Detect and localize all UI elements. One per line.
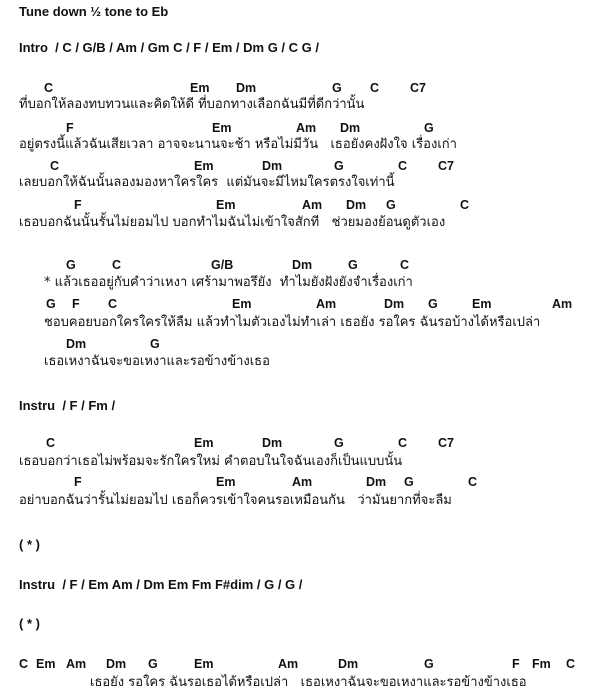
chord: C7 bbox=[438, 436, 454, 450]
lyric-line: อยู่ตรงนี้แล้วฉันเสียเวลา อาจจะนานจะช้า หรือไม่มีวัน เธอยังคงฝังใจ เรื่องเก่า bbox=[19, 137, 457, 152]
chord: F bbox=[512, 657, 520, 671]
chord: G bbox=[348, 258, 358, 272]
chord: Am bbox=[316, 297, 337, 311]
chord: C bbox=[398, 436, 408, 450]
chord: C bbox=[566, 657, 576, 671]
chord: Em bbox=[194, 657, 214, 671]
instru-line: Instru / F / Em Am / Dm Em Fm F#dim / G / G / bbox=[19, 577, 303, 592]
chord: C bbox=[370, 81, 380, 95]
chord: Dm bbox=[262, 159, 283, 173]
chord: G bbox=[46, 297, 56, 311]
chord: G bbox=[404, 475, 414, 489]
chord: Am bbox=[302, 198, 323, 212]
chord: Am bbox=[66, 657, 87, 671]
chord: C7 bbox=[410, 81, 426, 95]
repeat-marker: ( * ) bbox=[19, 537, 40, 552]
lyric-line: เธอบอกว่าเธอไม่พร้อมจะรักใครใหม่ คำตอบในใจฉันเองก็เป็นแบบนั้น bbox=[19, 454, 403, 469]
chord: Dm bbox=[366, 475, 387, 489]
chord: Em bbox=[216, 198, 236, 212]
chord: G/B bbox=[211, 258, 234, 272]
chord: C bbox=[19, 657, 29, 671]
chord: Dm bbox=[340, 121, 361, 135]
lyric-line: เธอยัง รอใคร ฉันรอเธอได้หรือเปล่า เธอเหงาฉันจะขอเหงาและรอข้างข้างเธอ bbox=[90, 675, 527, 690]
chord: Dm bbox=[292, 258, 313, 272]
lyric-line: เธอเหงาฉันจะขอเหงาและรอข้างข้างเธอ bbox=[44, 354, 270, 369]
chord: G bbox=[66, 258, 76, 272]
chord: Dm bbox=[346, 198, 367, 212]
repeat-marker: ( * ) bbox=[19, 616, 40, 631]
chord: Em bbox=[36, 657, 56, 671]
chord: F bbox=[74, 198, 82, 212]
chord: C bbox=[398, 159, 408, 173]
tune-note: Tune down ½ tone to Eb bbox=[19, 4, 169, 19]
chord: G bbox=[148, 657, 158, 671]
chord: Dm bbox=[66, 337, 87, 351]
chord: F bbox=[74, 475, 82, 489]
lyric-line: ที่บอกให้ลองทบทวนและคิดให้ดี ที่บอกทางเลือกฉันมีที่ดีกว่านั้น bbox=[19, 97, 365, 112]
chord: Em bbox=[194, 159, 214, 173]
chord: Am bbox=[278, 657, 299, 671]
lyric-line: อย่าบอกฉันว่ารั้นไม่ยอมไป เธอก็ควรเข้าใจคนรอเหมือนกัน ว่ามันยากที่จะลืม bbox=[19, 493, 452, 508]
chord: G bbox=[332, 81, 342, 95]
chord: Em bbox=[190, 81, 210, 95]
chord: G bbox=[334, 159, 344, 173]
chord: C bbox=[460, 198, 470, 212]
chord: G bbox=[428, 297, 438, 311]
instru-line: Instru / F / Fm / bbox=[19, 398, 116, 413]
lyric-line: เธอบอกฉันนั้นรั้นไม่ยอมไป บอกทำไมฉันไม่เข้าใจสักที ช่วยมองย้อนดูตัวเอง bbox=[19, 215, 446, 230]
chord: G bbox=[424, 121, 434, 135]
chord: C bbox=[112, 258, 122, 272]
chord: G bbox=[150, 337, 160, 351]
chord: Em bbox=[216, 475, 236, 489]
chord: G bbox=[334, 436, 344, 450]
chord: Dm bbox=[236, 81, 257, 95]
chord: C bbox=[46, 436, 56, 450]
chord: C7 bbox=[438, 159, 454, 173]
chord: Em bbox=[232, 297, 252, 311]
chord: Em bbox=[472, 297, 492, 311]
lyric-line: เลยบอกให้ฉันนั้นลองมองหาใครใคร แต่มันจะมีไหมใครตรงใจเท่านี้ bbox=[19, 175, 395, 190]
chord: Em bbox=[212, 121, 232, 135]
chord: G bbox=[424, 657, 434, 671]
lyric-line: ชอบคอยบอกใครใครให้ลืม แล้วทำไมตัวเองไม่ทำเล่า เธอยัง รอใคร ฉันรอบ้างได้หรือเปล่า bbox=[44, 315, 541, 330]
chord: C bbox=[108, 297, 118, 311]
chord: Dm bbox=[338, 657, 359, 671]
chord: Am bbox=[292, 475, 313, 489]
chord: Am bbox=[296, 121, 317, 135]
chord: Fm bbox=[532, 657, 551, 671]
chord: F bbox=[66, 121, 74, 135]
lyric-line: * แล้วเธออยู่กับคำว่าเหงา เศร้ามาพอรึยัง ทำไมยังฝังยังจำเรื่องเก่า bbox=[44, 275, 413, 290]
chord: Dm bbox=[106, 657, 127, 671]
chord: C bbox=[50, 159, 60, 173]
chord: C bbox=[468, 475, 478, 489]
chord: C bbox=[400, 258, 410, 272]
chord: Dm bbox=[262, 436, 283, 450]
chord: Dm bbox=[384, 297, 405, 311]
intro-line: Intro / C / G/B / Am / Gm C / F / Em / Dm G / C G / bbox=[19, 40, 319, 55]
chord: F bbox=[72, 297, 80, 311]
chord: C bbox=[44, 81, 54, 95]
chord: G bbox=[386, 198, 396, 212]
chord: Am bbox=[552, 297, 573, 311]
chord: Em bbox=[194, 436, 214, 450]
